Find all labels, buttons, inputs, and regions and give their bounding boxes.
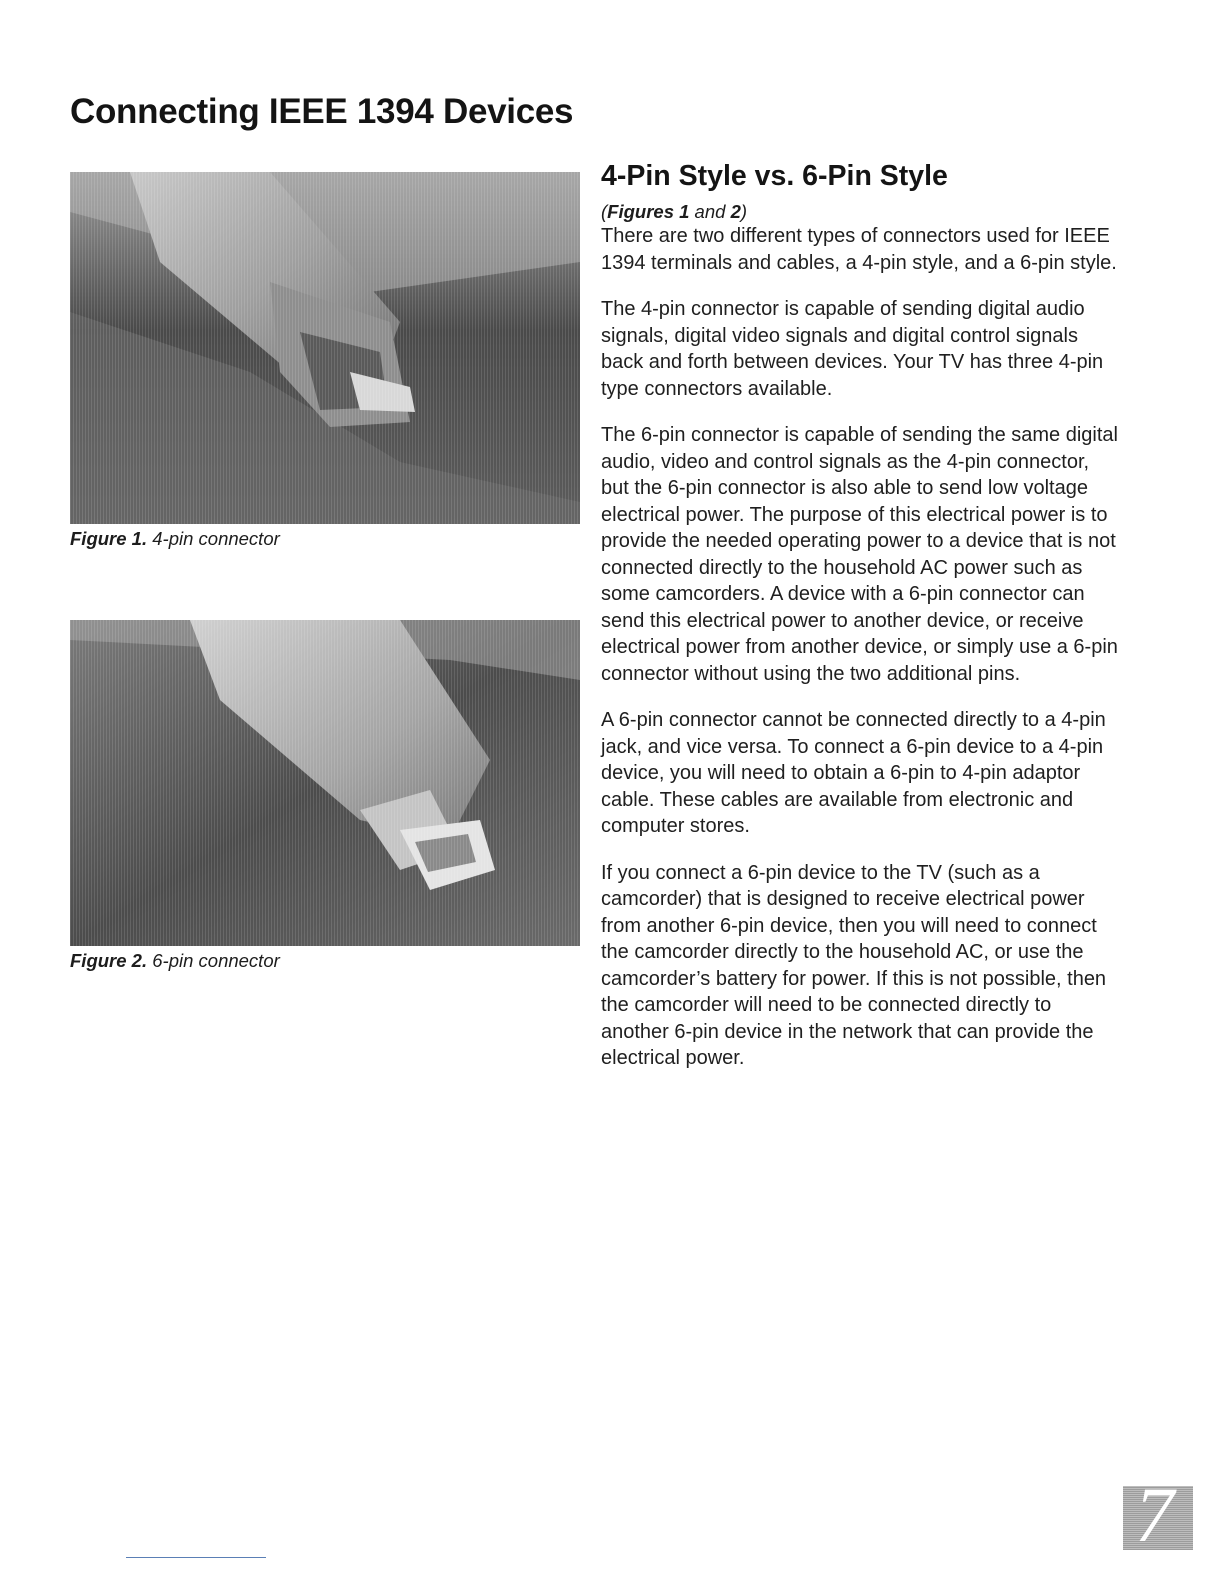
4-pin-connector-icon (70, 172, 580, 524)
page-title: Connecting IEEE 1394 Devices (70, 92, 574, 131)
paragraph-adaptor: A 6-pin connector cannot be connected directly to a 4-pin jack, and vice versa. To connect a 6-pin device to a 4-pin device, you will need to obtain a 6-pin to 4-pin adaptor cable. These cables are available from electronic and computer stores. (601, 709, 1106, 837)
fig-ref-open: ( (601, 201, 608, 222)
paragraph-camcorder-power: If you connect a 6-pin device to the TV (such as a camcorder) that is designed to receive electrical power from another 6-pin device, then you will need to connect the camcorder directly to the household AC, or use the camcorder’s battery for power. If this is not possible, then the camcorder will need to be connected directly to another 6-pin device in the network that can provide the electrical power. (601, 861, 1107, 1069)
figure-reference (601, 201, 1121, 223)
fig-ref-and: and (689, 201, 731, 222)
fig-ref-num2: 2 (730, 201, 741, 222)
figure-1-caption (70, 528, 582, 550)
page-number-badge (1123, 1486, 1193, 1550)
figure-2-label: Figure 2. (70, 950, 148, 971)
figure-1-text: 4-pin connector (152, 528, 280, 549)
4-pin-connector-photo (70, 172, 580, 524)
figure-2-caption (70, 950, 582, 972)
figure-1-label: Figure 1. (70, 528, 148, 549)
6-pin-connector-icon (70, 620, 580, 946)
figure-1 (70, 172, 582, 550)
fig-ref-close: ) (740, 201, 748, 222)
page-number: 7 (1135, 1486, 1174, 1550)
section-heading: 4-Pin Style vs. 6-Pin Style (601, 160, 948, 192)
figure-2 (70, 620, 582, 972)
paragraph-6-pin: The 6-pin connector is capable of sending the same digital audio, video and control signals as the 4-pin connector, but the 6-pin connector is also able to send low voltage electrical power. The purpose of this electrical power is to provide the needed operating power to a device that is not connected directly to the household AC power such as some camcorders. A device with a 6-pin connector can send this electrical power to another device, or receive electrical power from another device, or simply use a 6-pin connector without using the two additional pins. (601, 424, 1118, 685)
main-text-column (601, 160, 1121, 1092)
paragraph-4-pin: The 4-pin connector is capable of sending digital audio signals, digital video signals and digital control signals back and forth between devices. Your TV has three 4-pin type connectors available. (601, 298, 1104, 400)
fig-ref-figures: Figures 1 (607, 201, 690, 222)
bottom-divider (126, 1557, 266, 1558)
6-pin-connector-photo (70, 620, 580, 946)
paragraph-connector-types: There are two different types of connectors used for IEEE 1394 terminals and cables, a 4-pin style, and a 6-pin style. (601, 225, 1117, 274)
figure-2-text: 6-pin connector (152, 950, 280, 971)
